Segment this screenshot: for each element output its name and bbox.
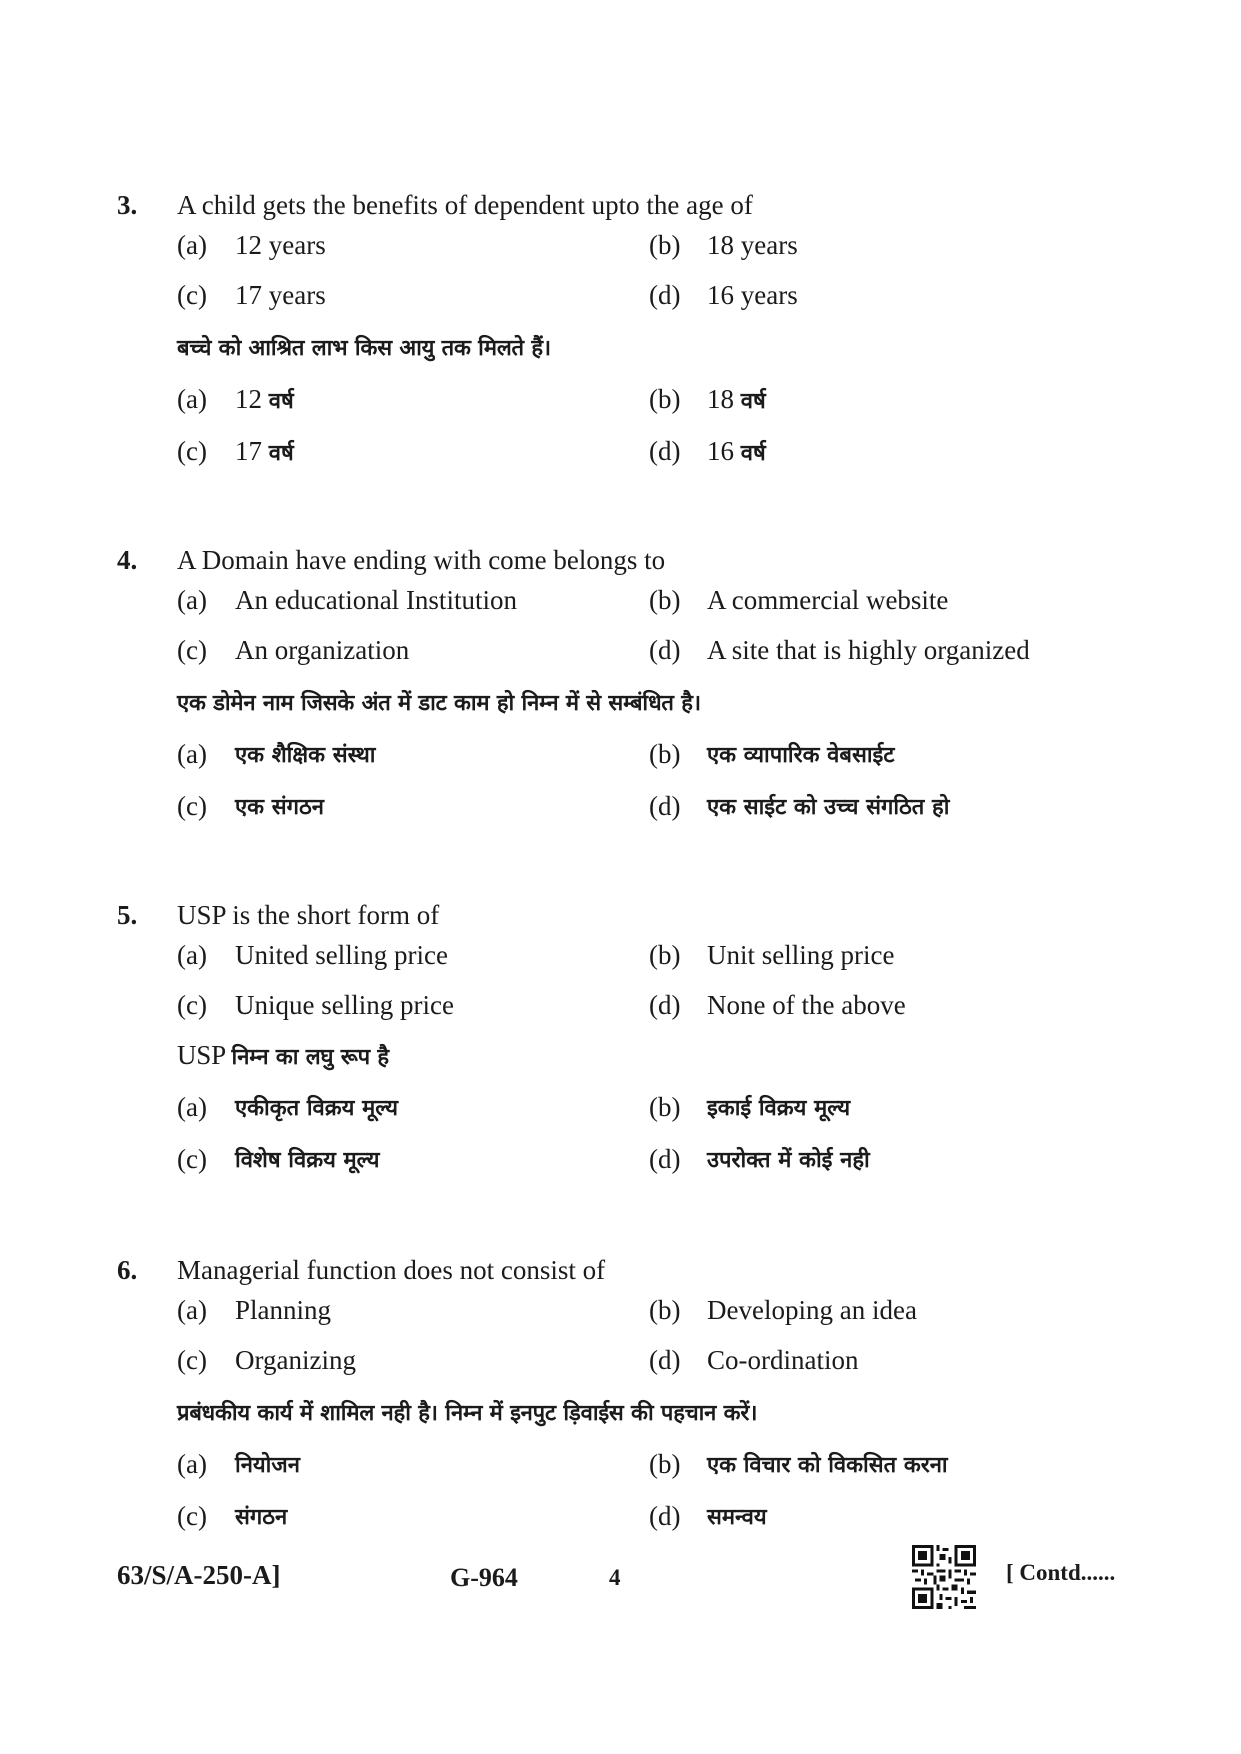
option-key: (d) xyxy=(649,990,681,1020)
question-text-hindi: एक डोमेन नाम जिसके अंत में डाट काम हो निम्न में से सम्बंधित है। xyxy=(177,691,701,716)
question-text-hindi-body: निम्न का लघु रूप है xyxy=(231,1045,389,1070)
option-text: समन्वय xyxy=(707,1505,767,1530)
option-text: संगठन xyxy=(235,1505,288,1530)
question-number: 5. xyxy=(117,900,138,930)
option-key: (b) xyxy=(649,940,681,970)
option-key: (b) xyxy=(649,384,681,414)
option-text: Unique selling price xyxy=(235,990,454,1020)
option-key: (b) xyxy=(649,1295,681,1325)
options-row xyxy=(177,280,1137,330)
option-text: एकीकृत विक्रय मूल्य xyxy=(235,1096,399,1121)
option-key: (a) xyxy=(177,940,207,970)
option-c-hindi xyxy=(177,791,649,822)
option-unit: वर्ष xyxy=(268,389,294,414)
options-row-hindi xyxy=(177,1501,1137,1553)
option-c-hindi xyxy=(177,1501,649,1532)
option-key: (d) xyxy=(649,791,681,821)
option-d-hindi xyxy=(649,1144,1121,1175)
question-text-hindi xyxy=(177,1040,1137,1092)
option-text: 16 years xyxy=(707,280,798,310)
option-c-hindi xyxy=(177,1144,649,1175)
option-key: (a) xyxy=(177,1295,207,1325)
option-text: None of the above xyxy=(707,990,906,1020)
option-text: United selling price xyxy=(235,940,448,970)
option-key: (a) xyxy=(177,1449,207,1479)
option-text: एक व्यापारिक वेबसाईट xyxy=(707,743,895,768)
option-key: (c) xyxy=(177,436,207,466)
option-text: An organization xyxy=(235,635,410,665)
question-4 xyxy=(117,545,1137,843)
option-key: (b) xyxy=(649,585,681,615)
paper-code: 63/S/A-250-A] xyxy=(117,1560,281,1590)
option-text: 18 years xyxy=(707,230,798,260)
question-6 xyxy=(117,1255,1137,1553)
options-row xyxy=(177,940,1137,990)
question-text: Managerial function does not consist of xyxy=(177,1255,606,1285)
option-c xyxy=(177,635,649,666)
option-text: एक विचार को विकसित करना xyxy=(707,1453,948,1478)
question-text: A Domain have ending with come belongs to xyxy=(177,545,666,575)
option-text: विशेष विक्रय मूल्य xyxy=(235,1148,380,1173)
options-row-hindi xyxy=(177,384,1137,436)
option-d-hindi xyxy=(649,436,1121,467)
continued-label: [ Contd...... xyxy=(1006,1560,1116,1585)
option-key: (b) xyxy=(649,230,681,260)
option-d xyxy=(649,280,1121,311)
option-text: 12 years xyxy=(235,230,326,260)
option-key: (b) xyxy=(649,739,681,769)
option-key: (d) xyxy=(649,436,681,466)
option-key: (c) xyxy=(177,791,207,821)
page-footer xyxy=(117,1560,1127,1620)
options-row-hindi xyxy=(177,436,1137,488)
option-number: 17 xyxy=(235,436,262,466)
page-number: 4 xyxy=(609,1565,621,1590)
option-text: नियोजन xyxy=(235,1453,300,1478)
options-row xyxy=(177,1295,1137,1345)
option-a-hindi xyxy=(177,1449,649,1480)
option-key: (d) xyxy=(649,1501,681,1531)
question-text: USP is the short form of xyxy=(177,900,440,930)
option-d xyxy=(649,990,1121,1021)
option-text: Organizing xyxy=(235,1345,356,1375)
option-key: (c) xyxy=(177,990,207,1020)
option-b xyxy=(649,230,1121,261)
options-row-hindi xyxy=(177,739,1137,791)
option-text xyxy=(707,436,1121,467)
option-number: 12 xyxy=(235,384,262,414)
option-key: (a) xyxy=(177,230,207,260)
option-d xyxy=(649,635,1121,666)
option-text: Planning xyxy=(235,1295,332,1325)
option-b-hindi xyxy=(649,739,1121,770)
question-number: 3. xyxy=(117,190,138,220)
option-text: An educational Institution xyxy=(235,585,517,615)
option-key: (c) xyxy=(177,1144,207,1174)
option-b xyxy=(649,1295,1121,1326)
options-row xyxy=(177,635,1137,685)
option-text: एक साईट को उच्च संगठित हो xyxy=(707,795,950,820)
option-b xyxy=(649,585,1121,616)
option-c xyxy=(177,280,649,311)
option-text: उपरोक्त में कोई नही xyxy=(707,1148,870,1173)
option-text: 17 years xyxy=(235,280,326,310)
option-text: इकाई विक्रय मूल्य xyxy=(707,1096,851,1121)
option-key: (c) xyxy=(177,1501,207,1531)
options-row-hindi xyxy=(177,791,1137,843)
series-code: G-964 xyxy=(450,1563,518,1592)
option-unit: वर्ष xyxy=(740,441,766,466)
option-b-hindi xyxy=(649,384,1121,415)
option-number: 16 xyxy=(707,436,734,466)
option-unit: वर्ष xyxy=(740,389,766,414)
option-key: (a) xyxy=(177,585,207,615)
option-a-hindi xyxy=(177,1092,649,1123)
option-key: (d) xyxy=(649,635,681,665)
options-row xyxy=(177,990,1137,1040)
options-row xyxy=(177,1345,1137,1395)
question-5 xyxy=(117,900,1137,1196)
option-a-hindi xyxy=(177,384,649,415)
question-prefix: USP xyxy=(177,1040,225,1070)
options-row-hindi xyxy=(177,1449,1137,1501)
question-number: 4. xyxy=(117,545,138,575)
option-a xyxy=(177,585,649,616)
option-key: (b) xyxy=(649,1449,681,1479)
question-number: 6. xyxy=(117,1255,138,1285)
options-row-hindi xyxy=(177,1144,1137,1196)
options-row xyxy=(177,230,1137,280)
qr-code-icon xyxy=(912,1545,976,1609)
option-c xyxy=(177,990,649,1021)
option-unit: वर्ष xyxy=(268,441,294,466)
option-text: Co-ordination xyxy=(707,1345,859,1375)
option-text: Developing an idea xyxy=(707,1295,917,1325)
option-c-hindi xyxy=(177,436,649,467)
question-3 xyxy=(117,190,1137,488)
option-text: एक संगठन xyxy=(235,795,324,820)
option-text xyxy=(235,384,649,415)
option-b xyxy=(649,940,1121,971)
option-text: एक शैक्षिक संस्था xyxy=(235,743,376,768)
option-key: (d) xyxy=(649,280,681,310)
question-text: A child gets the benefits of dependent upto the age of xyxy=(177,190,753,220)
option-key: (c) xyxy=(177,280,207,310)
option-key: (a) xyxy=(177,739,207,769)
option-text: Unit selling price xyxy=(707,940,895,970)
option-key: (c) xyxy=(177,635,207,665)
option-b-hindi xyxy=(649,1449,1121,1480)
option-text xyxy=(707,384,1121,415)
option-number: 18 xyxy=(707,384,734,414)
question-text-hindi: बच्चे को आश्रित लाभ किस आयु तक मिलते हैं। xyxy=(177,336,551,361)
option-key: (d) xyxy=(649,1144,681,1174)
option-a xyxy=(177,940,649,971)
option-text: A site that is highly organized xyxy=(707,635,1030,665)
option-key: (d) xyxy=(649,1345,681,1375)
options-row xyxy=(177,585,1137,635)
option-a xyxy=(177,1295,649,1326)
options-row-hindi xyxy=(177,1092,1137,1144)
option-a xyxy=(177,230,649,261)
option-key: (a) xyxy=(177,1092,207,1122)
option-key: (a) xyxy=(177,384,207,414)
option-d-hindi xyxy=(649,1501,1121,1532)
option-d xyxy=(649,1345,1121,1376)
option-a-hindi xyxy=(177,739,649,770)
option-b-hindi xyxy=(649,1092,1121,1123)
option-key: (c) xyxy=(177,1345,207,1375)
option-c xyxy=(177,1345,649,1376)
option-text xyxy=(235,436,649,467)
option-d-hindi xyxy=(649,791,1121,822)
option-text: A commercial website xyxy=(707,585,949,615)
question-text-hindi: प्रबंधकीय कार्य में शामिल नही है। निम्न में इनपुट ड़िवाईस की पहचान करें। xyxy=(177,1401,758,1426)
option-key: (b) xyxy=(649,1092,681,1122)
